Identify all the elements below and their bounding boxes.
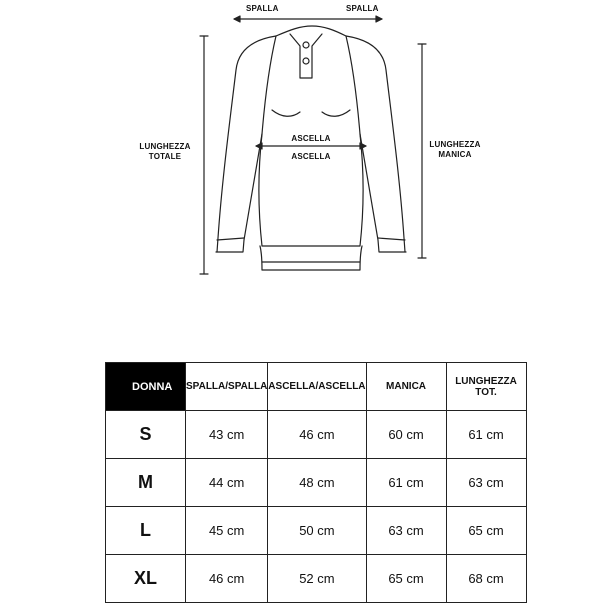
cell-total-length: 63 cm (446, 459, 526, 507)
label-total-length-line2: TOTALE (148, 152, 182, 161)
table-row (106, 411, 527, 459)
label-sleeve-length-line2: MANICA (438, 150, 472, 159)
cell-total-length: 61 cm (446, 411, 526, 459)
size-label: L (106, 507, 186, 555)
header-total-length: LUNGHEZZA TOT. (446, 363, 526, 411)
cell-total-length: 68 cm (446, 555, 526, 603)
cell-total-length: 65 cm (446, 507, 526, 555)
cell-shoulder: 44 cm (186, 459, 268, 507)
cell-armpit: 50 cm (268, 507, 366, 555)
table-row (106, 555, 527, 603)
label-sleeve-length (418, 140, 492, 160)
label-shoulder-right: SPALLA (346, 4, 379, 13)
size-table (105, 362, 527, 603)
label-shoulder-left: SPALLA (246, 4, 279, 13)
cell-sleeve: 63 cm (366, 507, 446, 555)
cell-armpit: 52 cm (268, 555, 366, 603)
cell-shoulder: 43 cm (186, 411, 268, 459)
cell-sleeve: 60 cm (366, 411, 446, 459)
size-label: M (106, 459, 186, 507)
cell-armpit: 48 cm (268, 459, 366, 507)
table-corner-label: DONNA (106, 363, 186, 411)
label-armpit-top: ASCELLA (291, 134, 331, 143)
button-top (303, 42, 309, 48)
table-row (106, 507, 527, 555)
size-label: XL (106, 555, 186, 603)
label-armpit-bottom: ASCELLA (291, 152, 331, 161)
header-armpit: ASCELLA/ASCELLA (268, 363, 366, 411)
cell-shoulder: 46 cm (186, 555, 268, 603)
sweater-outline (216, 26, 406, 270)
cell-sleeve: 61 cm (366, 459, 446, 507)
label-sleeve-length-line1: LUNGHEZZA (429, 140, 481, 149)
size-label: S (106, 411, 186, 459)
garment-diagram (0, 0, 600, 300)
header-sleeve: MANICA (366, 363, 446, 411)
table-header-row (106, 363, 527, 411)
button-bottom (303, 58, 309, 64)
label-total-length-line1: LUNGHEZZA (139, 142, 191, 151)
cell-shoulder: 45 cm (186, 507, 268, 555)
cell-sleeve: 65 cm (366, 555, 446, 603)
shoulder-measure-line (234, 16, 382, 22)
header-shoulder: SPALLA/SPALLA (186, 363, 268, 411)
table-row (106, 459, 527, 507)
label-total-length (128, 142, 202, 162)
cell-armpit: 46 cm (268, 411, 366, 459)
